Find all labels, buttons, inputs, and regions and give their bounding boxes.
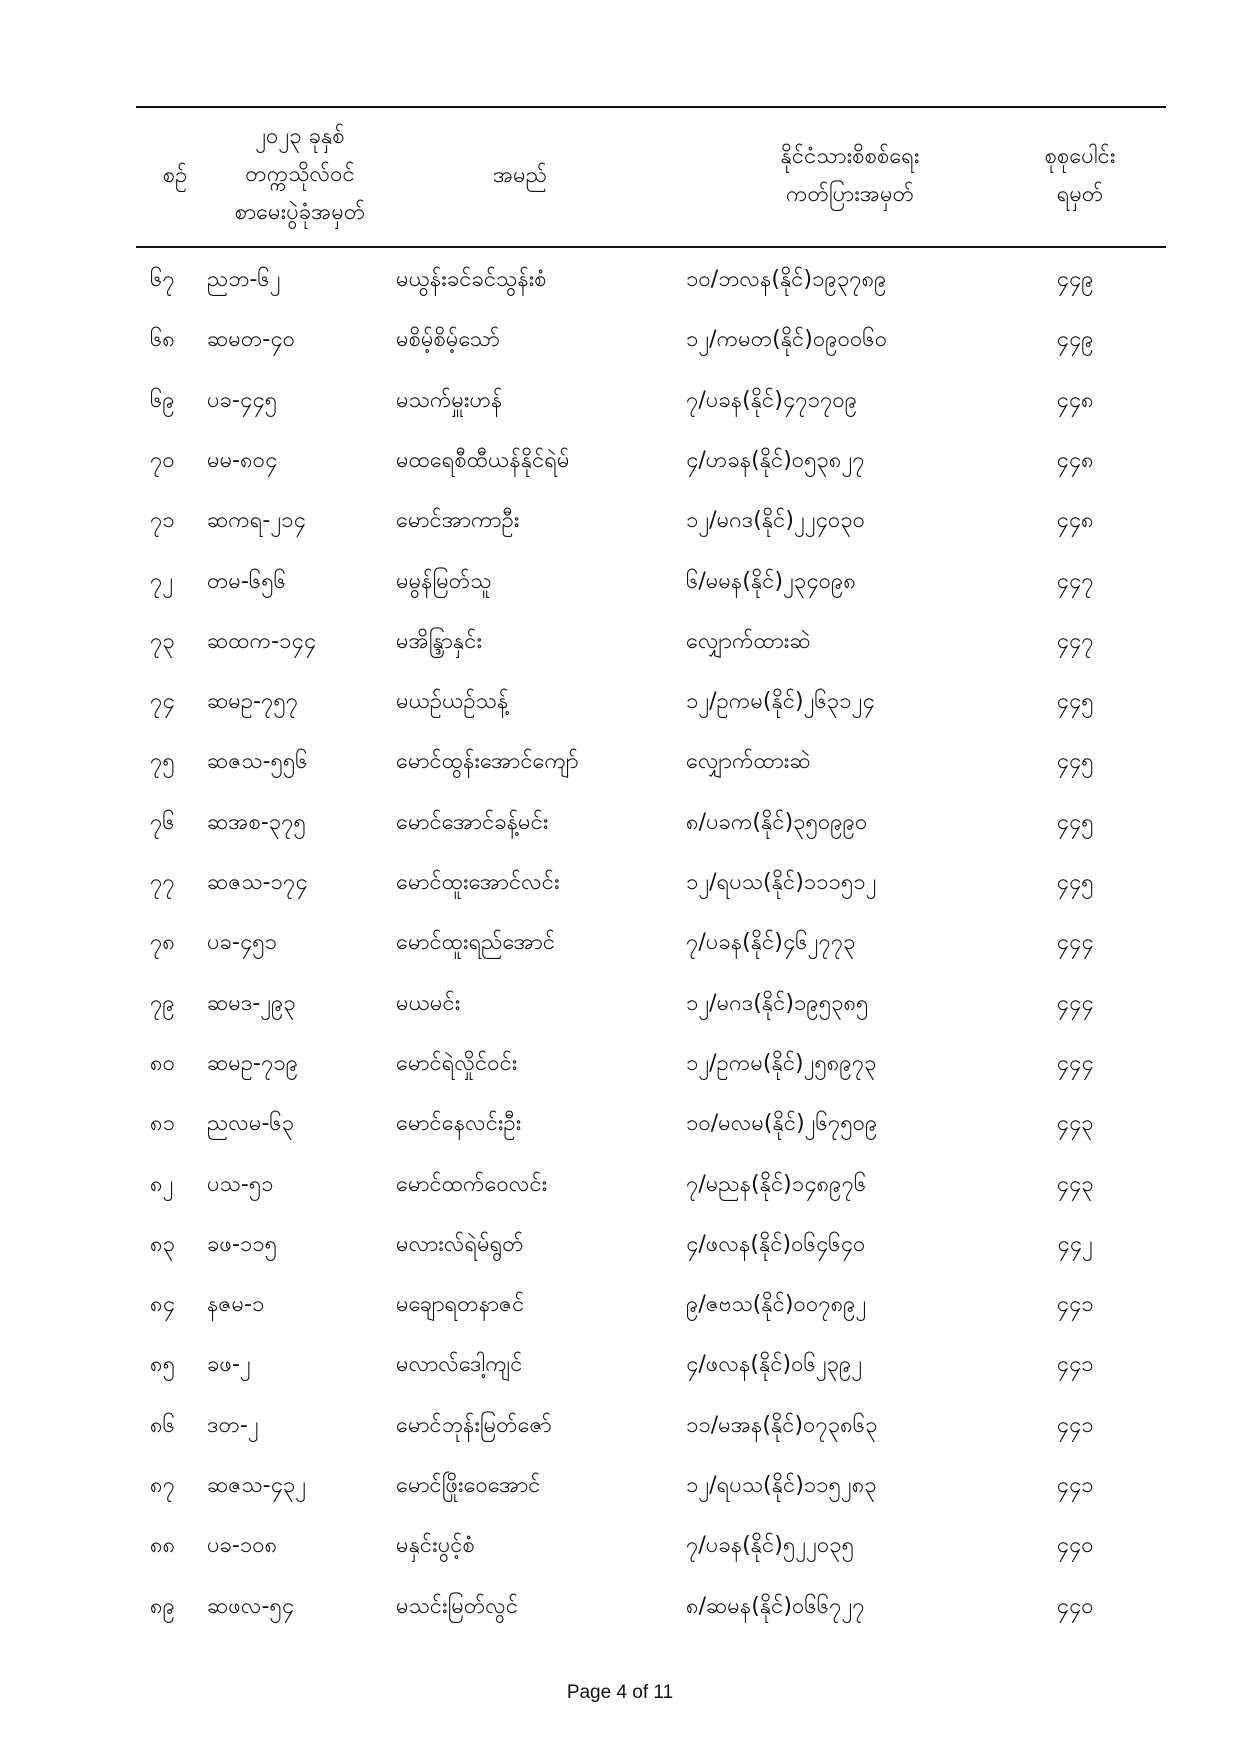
row-serial-no: ၈၆ — [150, 1412, 175, 1438]
row-exam-number: ဒတ-၂ — [207, 1412, 259, 1438]
table-row — [0, 732, 1240, 792]
row-exam-number: ဆကရ-၂၁၄ — [207, 508, 306, 534]
row-nrc: ၁၂/ကမတ(နိုင်)၀၉၀၀၆၀ — [686, 327, 888, 353]
row-total-score: ၄၄၅ — [1056, 749, 1094, 775]
row-name: မမွန်မြတ်သူ — [396, 568, 492, 594]
table-row — [0, 310, 1240, 370]
row-total-score: ၄၄၇ — [1056, 628, 1094, 654]
table-top-rule — [136, 106, 1166, 108]
row-serial-no: ၈၃ — [150, 1231, 175, 1257]
row-nrc: ၇/ပခန(နိုင်)၅၂၂၀၃၅ — [686, 1533, 854, 1559]
row-serial-no: ၇၉ — [150, 990, 175, 1016]
row-total-score: ၄၄၂ — [1057, 1231, 1093, 1257]
table-row — [0, 431, 1240, 491]
row-total-score: ၄၄၁ — [1056, 1412, 1094, 1438]
row-total-score: ၄၄၈ — [1056, 508, 1094, 534]
row-name: မောင်နေလင်းဦး — [396, 1111, 522, 1137]
row-exam-number: ဆမတ-၄၀ — [207, 327, 295, 353]
header-name: အမည် — [492, 163, 548, 188]
table-row — [0, 552, 1240, 612]
row-nrc: ၆/မမန(နိုင်)၂၃၄၀၉၈ — [686, 568, 856, 594]
row-exam-number: ဆအစ-၃၇၅ — [207, 809, 306, 835]
row-exam-number: ညလမ-၆၃ — [207, 1111, 295, 1137]
row-nrc: ၁၂/မဂဒ(နိုင်)၂၂၄၀၃၀ — [686, 508, 866, 534]
row-nrc: ၁၂/ရပသ(နိုင်)၁၁၅၂၈၃ — [686, 1473, 877, 1498]
table-row — [0, 1034, 1240, 1094]
row-total-score: ၄၄၄ — [1056, 930, 1094, 956]
row-nrc: ၄/ဖလန(နိုင်)၀၆၄၆၄၀ — [686, 1231, 866, 1257]
row-total-score: ၄၄၉ — [1056, 327, 1094, 353]
table-row — [0, 1516, 1240, 1576]
table-row — [0, 1396, 1240, 1456]
table-row — [0, 250, 1240, 310]
row-name: မယမင်း — [396, 990, 461, 1016]
row-serial-no: ၈၁ — [150, 1111, 175, 1137]
row-name: မောင်ထူးအောင်လင်း — [396, 870, 560, 895]
row-name: မအိန္ဒြာနှင်း — [396, 628, 483, 654]
row-name: မသက်မှူးဟန် — [396, 387, 503, 413]
row-serial-no: ၈၅ — [150, 1352, 175, 1378]
row-exam-number: ဆဇသ-၅၅၆ — [207, 749, 308, 775]
row-nrc: ၁၂/ဥကမ(နိုင်)၂၅၈၉၇၃ — [686, 1050, 877, 1076]
row-serial-no: ၇၅ — [150, 749, 175, 775]
row-name: မနှင်းပွင့်စံ — [396, 1533, 475, 1559]
row-name: မောင်ထွန်းအောင်ကျော် — [396, 749, 579, 775]
row-exam-number: ဆဇသ-၄၃၂ — [207, 1473, 307, 1498]
row-serial-no: ၇၃ — [150, 628, 175, 654]
row-total-score: ၄၄၀ — [1056, 1533, 1094, 1559]
row-total-score: ၄၄၅ — [1056, 809, 1094, 835]
row-exam-number: မမ-၈၀၄ — [207, 447, 278, 473]
row-serial-no: ၇၈ — [150, 930, 175, 956]
row-name: မယဉ်ယဉ်သန့် — [396, 689, 509, 715]
row-name: မောင်ထူးရည်အောင် — [396, 930, 556, 956]
row-exam-number: ပသ-၅၁ — [207, 1171, 274, 1197]
row-total-score: ၄၄၈ — [1056, 387, 1094, 413]
row-total-score: ၄၄၁ — [1056, 1473, 1094, 1498]
row-total-score: ၄၄၉ — [1056, 267, 1094, 292]
row-exam-number: နဇမ-၁ — [207, 1292, 265, 1318]
row-serial-no: ၇၁ — [150, 508, 175, 534]
row-name: မောင်ဘုန်းမြတ်ဇော် — [396, 1412, 552, 1438]
table-row — [0, 1094, 1240, 1154]
row-exam-number: ညဘ-၆၂ — [207, 267, 281, 292]
row-name: မထရေစီထီယန်နိုင်ရဲမ် — [396, 447, 570, 473]
row-total-score: ၄၄၅ — [1056, 870, 1094, 895]
row-name: မသင်းမြတ်လွင် — [396, 1593, 519, 1619]
row-nrc: လျှောက်ထားဆဲ — [686, 749, 811, 775]
row-exam-number: ဆမဥ-၇၅၇ — [207, 689, 299, 715]
row-nrc: ၈/ပခက(နိုင်)၃၅၀၉၉၀ — [686, 809, 868, 835]
row-nrc: ၁၀/ဘလန(နိုင်)၁၉၃၇၈၉ — [686, 267, 887, 292]
row-name: မောင်ဖြိုးဝေအောင် — [396, 1473, 541, 1498]
row-exam-number: ခဖ-၁၁၅ — [207, 1231, 278, 1257]
row-exam-number: ဆထက-၁၄၄ — [207, 628, 317, 654]
row-nrc: ၁၁/မအန(နိုင်)၀၇၃၈၆၃ — [686, 1412, 878, 1438]
row-serial-no: ၆၇ — [150, 267, 175, 292]
row-exam-number: ခဖ-၂ — [207, 1352, 251, 1378]
row-exam-number: ဆဖလ-၅၄ — [207, 1593, 295, 1619]
row-serial-no: ၇၄ — [150, 689, 175, 715]
row-serial-no: ၇၇ — [150, 870, 175, 895]
row-serial-no: ၇၀ — [150, 447, 175, 473]
row-total-score: ၄၄၃ — [1056, 1111, 1094, 1137]
row-nrc: ၇/ပခန(နိုင်)၄၇၁၇၀၉ — [686, 387, 858, 413]
row-total-score: ၄၄၇ — [1056, 568, 1094, 594]
row-serial-no: ၇၆ — [150, 809, 175, 835]
row-exam-number: ပခ-၄၄၅ — [207, 387, 277, 413]
table-row — [0, 853, 1240, 913]
row-name: မစိမ့်စိမ့်သော် — [396, 327, 500, 353]
row-nrc: ၁၂/မဂဒ(နိုင်)၁၉၅၃၈၅ — [686, 990, 869, 1016]
row-serial-no: ၈၀ — [150, 1050, 175, 1076]
row-name: မောင်ရဲလှိုင်ဝင်း — [396, 1050, 518, 1076]
table-row — [0, 1335, 1240, 1395]
table-row — [0, 1155, 1240, 1215]
row-exam-number: ဆမဒ-၂၉၃ — [207, 990, 296, 1016]
row-exam-number: ဆမဥ-၇၁၉ — [207, 1050, 299, 1076]
header-total-score: စုစုပေါင်း ရမှတ် — [1044, 144, 1116, 207]
row-total-score: ၄၄၃ — [1056, 1171, 1094, 1197]
row-total-score: ၄၄၄ — [1056, 990, 1094, 1016]
row-serial-no: ၈၉ — [150, 1593, 175, 1619]
table-row — [0, 491, 1240, 551]
header-serial-no: စဉ် — [162, 163, 188, 188]
row-exam-number: တမ-၆၅၆ — [207, 568, 287, 594]
page-number: Page 4 of 11 — [566, 1682, 674, 1703]
row-exam-number: ဆဇသ-၁၇၄ — [207, 870, 308, 895]
row-name: မချောရတနာဇင် — [396, 1292, 525, 1318]
row-name: မောင်ထက်ဝေလင်း — [396, 1171, 548, 1197]
table-row — [0, 612, 1240, 672]
row-total-score: ၄၄၁ — [1056, 1292, 1094, 1318]
header-exam-number: ၂၀၂၃ ခုနှစ် တက္ကသိုလ်ဝင် စာမေးပွဲခုံအမှတ် — [234, 124, 366, 225]
row-serial-no: ၈၂ — [150, 1171, 174, 1197]
row-nrc: ၄/ဖလန(နိုင်)၀၆၂၃၉၂ — [686, 1352, 863, 1378]
row-total-score: ၄၄၄ — [1056, 1050, 1094, 1076]
table-row — [0, 672, 1240, 732]
table-row — [0, 1456, 1240, 1516]
row-name: မလားလ်ရဲမ်ရွတ် — [396, 1231, 524, 1257]
row-serial-no: ၇၂ — [150, 568, 174, 594]
header-bottom-rule — [136, 246, 1166, 248]
row-nrc: လျှောက်ထားဆဲ — [686, 628, 811, 654]
header-nrc: နိုင်ငံသားစိစစ်ရေး ကတ်ပြားအမှတ် — [780, 144, 920, 207]
row-exam-number: ပခ-၄၅၁ — [207, 930, 277, 956]
row-name: မောင်အာကာဦး — [396, 508, 520, 534]
row-total-score: ၄၄၁ — [1056, 1352, 1094, 1378]
row-nrc: ၇/ပခန(နိုင်)၄၆၂၇၇၃ — [686, 930, 856, 956]
table-row — [0, 1215, 1240, 1275]
row-serial-no: ၈၇ — [150, 1473, 175, 1498]
row-serial-no: ၆၉ — [150, 387, 175, 413]
row-total-score: ၄၄၅ — [1056, 689, 1094, 715]
table-row — [0, 793, 1240, 853]
table-row — [0, 1577, 1240, 1637]
row-total-score: ၄၄၈ — [1056, 447, 1094, 473]
row-name: မလာလ်ဒေါ့ကျင် — [396, 1352, 523, 1378]
row-nrc: ၁၂/ဥကမ(နိုင်)၂၆၃၁၂၄ — [686, 689, 875, 715]
table-row — [0, 371, 1240, 431]
table-row — [0, 1275, 1240, 1335]
row-nrc: ၈/ဆမန(နိုင်)၀၆၆၇၂၇ — [686, 1593, 865, 1619]
row-nrc: ၄/ဟခန(နိုင်)၀၅၃၈၂၇ — [686, 447, 865, 473]
row-serial-no: ၈၈ — [150, 1533, 176, 1559]
row-total-score: ၄၄၀ — [1056, 1593, 1094, 1619]
row-serial-no: ၈၄ — [150, 1292, 175, 1318]
row-nrc: ၁၀/မလမ(နိုင်)၂၆၇၅၀၉ — [686, 1111, 878, 1137]
table-row — [0, 974, 1240, 1034]
row-name: မောင်အောင်ခန့်မင်း — [396, 809, 549, 835]
row-serial-no: ၆၈ — [150, 327, 175, 353]
row-name: မယွန်းခင်ခင်သွန်းစံ — [396, 267, 547, 292]
row-exam-number: ပခ-၁၀၈ — [207, 1533, 278, 1559]
row-nrc: ၉/ဇဗသ(နိုင်)၀၀၇၈၉၂ — [686, 1292, 867, 1318]
row-nrc: ၇/မညန(နိုင်)၁၄၈၉၇၆ — [686, 1171, 867, 1197]
table-row — [0, 913, 1240, 973]
row-nrc: ၁၂/ရပသ(နိုင်)၁၁၁၅၁၂ — [686, 870, 877, 895]
